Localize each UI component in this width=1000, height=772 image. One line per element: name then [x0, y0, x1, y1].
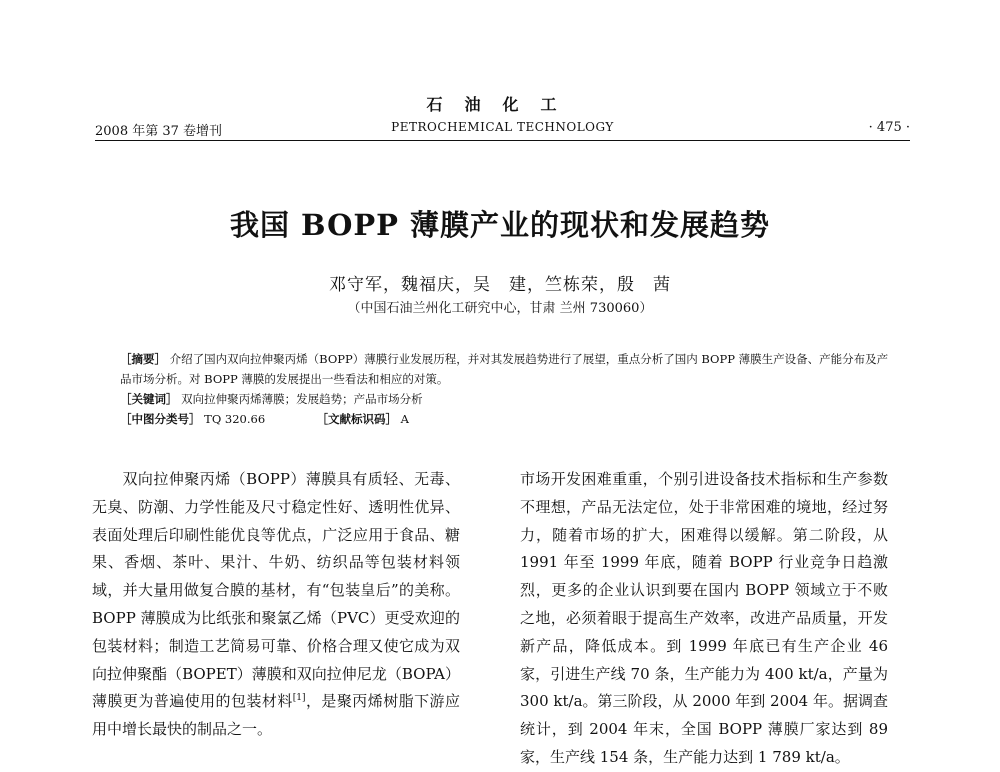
- author-list: 邓守军，魏福庆，吴 建，竺栋荣，殷 茜: [329, 275, 671, 295]
- keywords-text: 双向拉伸聚丙烯薄膜；发展趋势；产品市场分析: [181, 392, 423, 406]
- journal-title-en: PETROCHEMICAL TECHNOLOGY: [391, 120, 614, 134]
- body-column-left: [92, 466, 460, 744]
- clc-label: ［中图分类号］: [120, 412, 201, 426]
- left-text: 双向拉伸聚丙烯（BOPP）薄膜具有质轻、无毒、无臭、防潮、力学性能及尺寸稳定性好、透明性优异、表面处理后印刷性能优良等优点，广泛应用于食品、糖果、香烟、茶叶、果汁、牛奶、纺织品等包装材料领域，并大量用做复合膜的基材，有“包装皇后”的美称。BOPP 薄膜成为比纸张和聚氯乙烯（PVC）更受欢迎的包装材料；制造工艺简易可靠、价格合理又使它成为双向拉伸聚酯（BOPET）薄膜和双向拉伸尼龙（BOPA）薄膜更为普遍使用的包装材料: [92, 470, 460, 711]
- page-number: · 475 ·: [868, 120, 910, 135]
- issue-label: 2008 年第 37 卷增刊: [95, 124, 223, 139]
- body-paragraph: 市场开发困难重重，个别引进设备技术指标和生产参数不理想，产品无法定位，处于非常困难的境地，经过努力，随着市场的扩大，困难得以缓解。第二阶段，从 1991 年至 1999 年底，随着 BOPP 行业竞争日趋激烈，更多的企业认识到要在国内 BOPP 领域立于不败之地，必须着眼于提高生产效率，改进产品质量，开发新产品，降低成本。到 1999 年底已有生产企业 46 家，引进生产线 70 条，生产能力为 400 kt/a，产量为 300 kt/a。第三阶段，从 2000 年到 2004 年。据调查统计，到 2004 年末，全国 BOPP 薄膜厂家达到 89 家，生产线 154 条，生产能力达到 1 789 kt/a。: [520, 470, 888, 766]
- classification-line: [120, 409, 890, 429]
- abstract-text: 介绍了国内双向拉伸聚丙烯（BOPP）薄膜行业发展历程，并对其发展趋势进行了展望，重点分析了国内 BOPP 薄膜生产设备、产能分布及产品市场分析。对 BOPP 薄膜的发展提出一些看法和相应的对策。: [120, 352, 889, 386]
- body-paragraph: [92, 466, 460, 744]
- doc-code-label: ［文献标识码］: [316, 412, 397, 426]
- clc-value: TQ 320.66: [204, 412, 266, 426]
- article-title: 我国 BOPP 薄膜产业的现状和发展趋势: [229, 208, 771, 242]
- keywords-line: [120, 389, 890, 409]
- abstract-block: [120, 349, 890, 429]
- left-tail: ，是聚丙烯树脂下游应用中增长最快的制品之一。: [92, 692, 460, 739]
- abstract-paragraph: [120, 349, 890, 389]
- running-header: [95, 92, 910, 146]
- doc-code-value: A: [400, 412, 409, 426]
- journal-title-cn: 石油化工: [426, 95, 579, 114]
- abstract-label: ［摘要］: [120, 352, 166, 366]
- body-column-right: [520, 466, 888, 772]
- keywords-label: ［关键词］: [120, 392, 178, 406]
- header-rule: [95, 140, 910, 141]
- affiliation: （中国石油兰州化工研究中心，甘肃 兰州 730060）: [347, 301, 653, 316]
- reference-marker[interactable]: [1]: [292, 693, 306, 704]
